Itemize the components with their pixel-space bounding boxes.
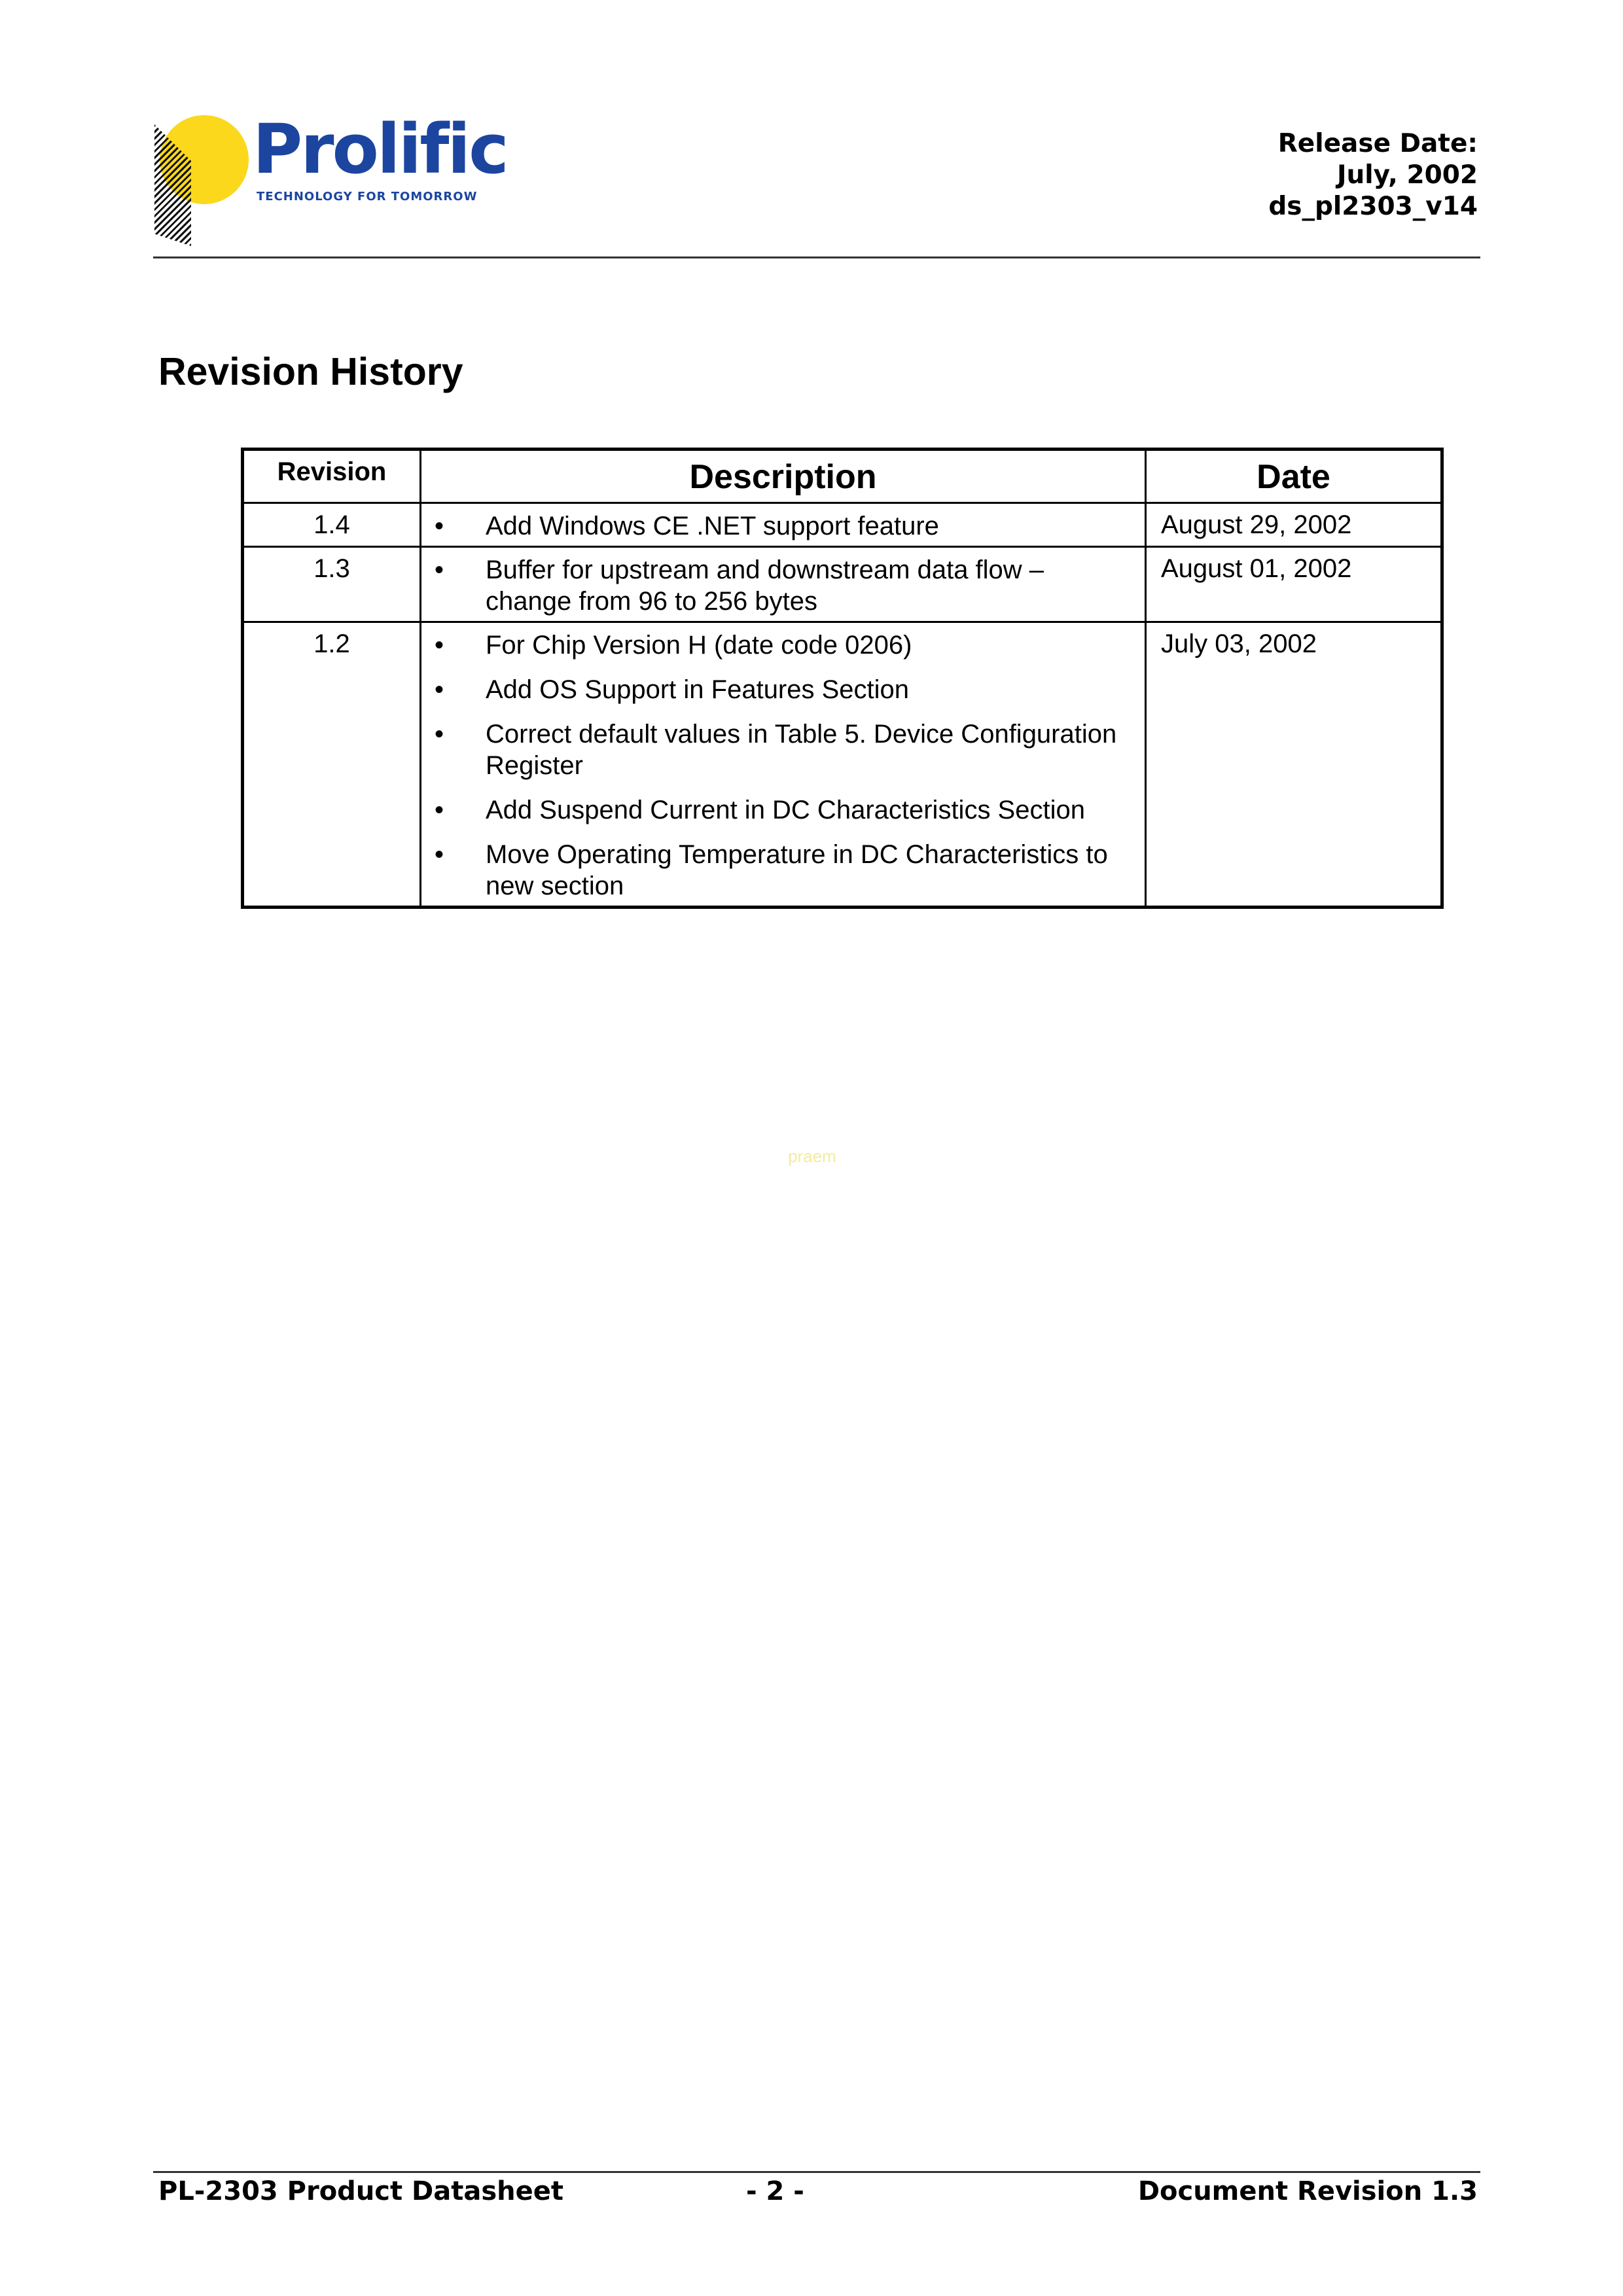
bullet-icon: • (435, 796, 444, 824)
section-title: Revision History (158, 350, 463, 393)
release-label: Release Date: (1277, 129, 1478, 158)
change-list (421, 554, 1132, 617)
bullet-icon: • (435, 556, 444, 584)
list-item (421, 629, 1132, 661)
logo-name: Prolific (253, 109, 507, 189)
list-item (421, 554, 1132, 617)
date-cell: August 01, 2002 (1146, 547, 1442, 622)
logo-tagline: TECHNOLOGY FOR TOMORROW (257, 190, 478, 203)
change-list (421, 629, 1132, 902)
description-cell (421, 503, 1146, 547)
revision-cell: 1.4 (243, 503, 421, 547)
date-cell: August 29, 2002 (1146, 503, 1442, 547)
footer-revision: Document Revision 1.3 (1137, 2176, 1478, 2206)
bullet-icon: • (435, 675, 444, 704)
page-number: - 2 - (746, 2176, 804, 2206)
change-text: Move Operating Temperature in DC Characteristics to new section (486, 840, 1108, 900)
bullet-icon: • (435, 840, 444, 869)
release-info (1268, 128, 1478, 222)
document-id: ds_pl2303_v14 (1268, 192, 1478, 221)
table-row (243, 547, 1442, 622)
change-text: Buffer for upstream and downstream data flow – change from 96 to 256 bytes (486, 556, 1044, 616)
table-header-row (243, 450, 1442, 503)
table-row (243, 622, 1442, 908)
column-header-date: Date (1146, 450, 1442, 503)
column-header-description: Description (421, 450, 1146, 503)
column-header-revision: Revision (243, 450, 421, 503)
bullet-icon: • (435, 720, 444, 749)
revision-cell: 1.2 (243, 622, 421, 908)
description-cell (421, 622, 1146, 908)
list-item (421, 794, 1132, 826)
revision-table (241, 448, 1444, 909)
description-cell (421, 547, 1146, 622)
list-item (421, 839, 1132, 902)
change-text: For Chip Version H (date code 0206) (486, 631, 912, 660)
bullet-icon: • (435, 631, 444, 660)
watermark: praem (788, 1146, 836, 1166)
footer-divider (153, 2171, 1480, 2173)
change-text: Add OS Support in Features Section (486, 675, 910, 704)
list-item (421, 510, 1132, 542)
header-divider (153, 256, 1480, 258)
table-row (243, 503, 1442, 547)
footer-document-title: PL-2303 Product Datasheet (158, 2176, 564, 2206)
bullet-icon: • (435, 512, 444, 540)
change-list (421, 510, 1132, 542)
list-item (421, 674, 1132, 705)
change-text: Correct default values in Table 5. Device Configuration Register (486, 720, 1117, 780)
date-cell: July 03, 2002 (1146, 622, 1442, 908)
prolific-logo (154, 109, 507, 246)
list-item (421, 718, 1132, 781)
change-text: Add Windows CE .NET support feature (486, 512, 939, 540)
release-date: July, 2002 (1337, 160, 1478, 190)
change-text: Add Suspend Current in DC Characteristics Section (486, 796, 1085, 824)
revision-cell: 1.3 (243, 547, 421, 622)
